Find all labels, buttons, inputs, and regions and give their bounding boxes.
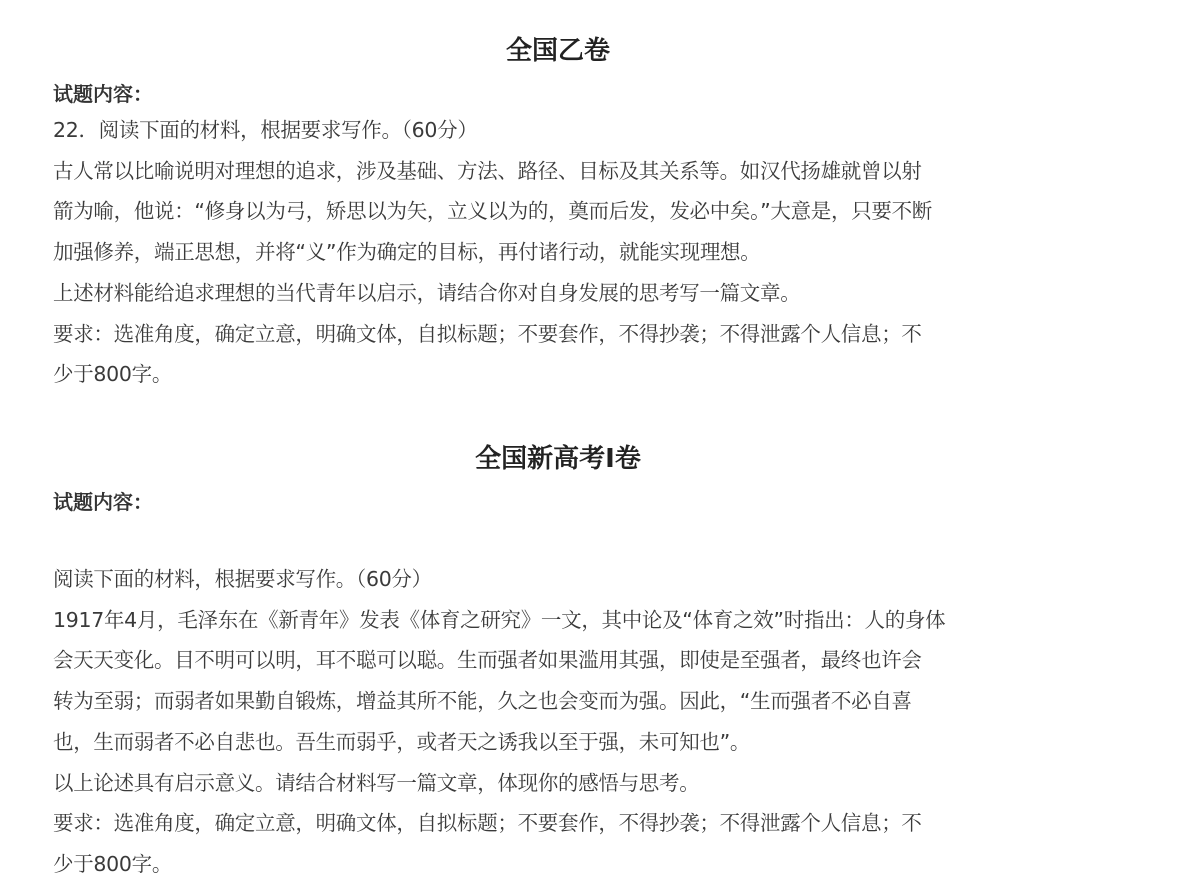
section-title: 全国乙卷 — [505, 36, 610, 66]
text-line: 要求：选准角度，确定立意，明确文体，自拟标题；不要套作，不得抄袭；不得泄露个人信息；不 — [53, 321, 922, 346]
text-line: 少于800字。 — [53, 851, 173, 876]
text-line: 22．阅读下面的材料，根据要求写作。（60分） — [53, 118, 478, 142]
text-line: 阅读下面的材料，根据要求写作。（60分） — [53, 567, 432, 591]
text-line: 少于800字。 — [53, 362, 173, 387]
text-line: 1917年4月，毛泽东在《新青年》发表《体育之研究》一文，其中论及“体育之效”时指出：人的身体 — [53, 607, 946, 632]
text-line: 古人常以比喻说明对理想的追求，涉及基础、方法、路径、目标及其关系等。如汉代扬雄就曾以射 — [53, 158, 922, 183]
text-line: 加强修养，端正思想，并将“义”作为确定的目标，再付诸行动，就能实现理想。 — [53, 240, 761, 265]
text-line: 也，生而弱者不必自悲也。吾生而弱乎，或者天之诱我以至于强，未可知也”。 — [53, 729, 751, 754]
text-line: 上述材料能给追求理想的当代青年以启示，请结合你对自身发展的思考写一篇文章。 — [53, 280, 801, 305]
section-title: 全国新高考Ⅰ卷 — [475, 444, 641, 474]
content-label: 试题内容： — [53, 82, 153, 106]
text-line: 箭为喻，他说：“修身以为弓，矫思以为矢，立义以为的，奠而后发，发必中矣。”大意是，只要不断 — [53, 199, 932, 224]
text-line: 转为至弱；而弱者如果勤自锻炼，增益其所不能，久之也会变而为强。因此，“生而强者不必自喜 — [53, 689, 912, 714]
question-text — [53, 110, 1133, 395]
text-line: 会天天变化。目不明可以明，耳不聪可以聪。生而强者如果滥用其强，即使是至强者，最终也许会 — [53, 648, 922, 673]
text-line: 要求：选准角度，确定立意，明确文体，自拟标题；不要套作，不得抄袭；不得泄露个人信息；不 — [53, 811, 922, 836]
content-label: 试题内容： — [53, 490, 153, 514]
question-text — [53, 559, 1133, 885]
text-line: 以上论述具有启示意义。请结合材料写一篇文章，体现你的感悟与思考。 — [53, 770, 700, 795]
